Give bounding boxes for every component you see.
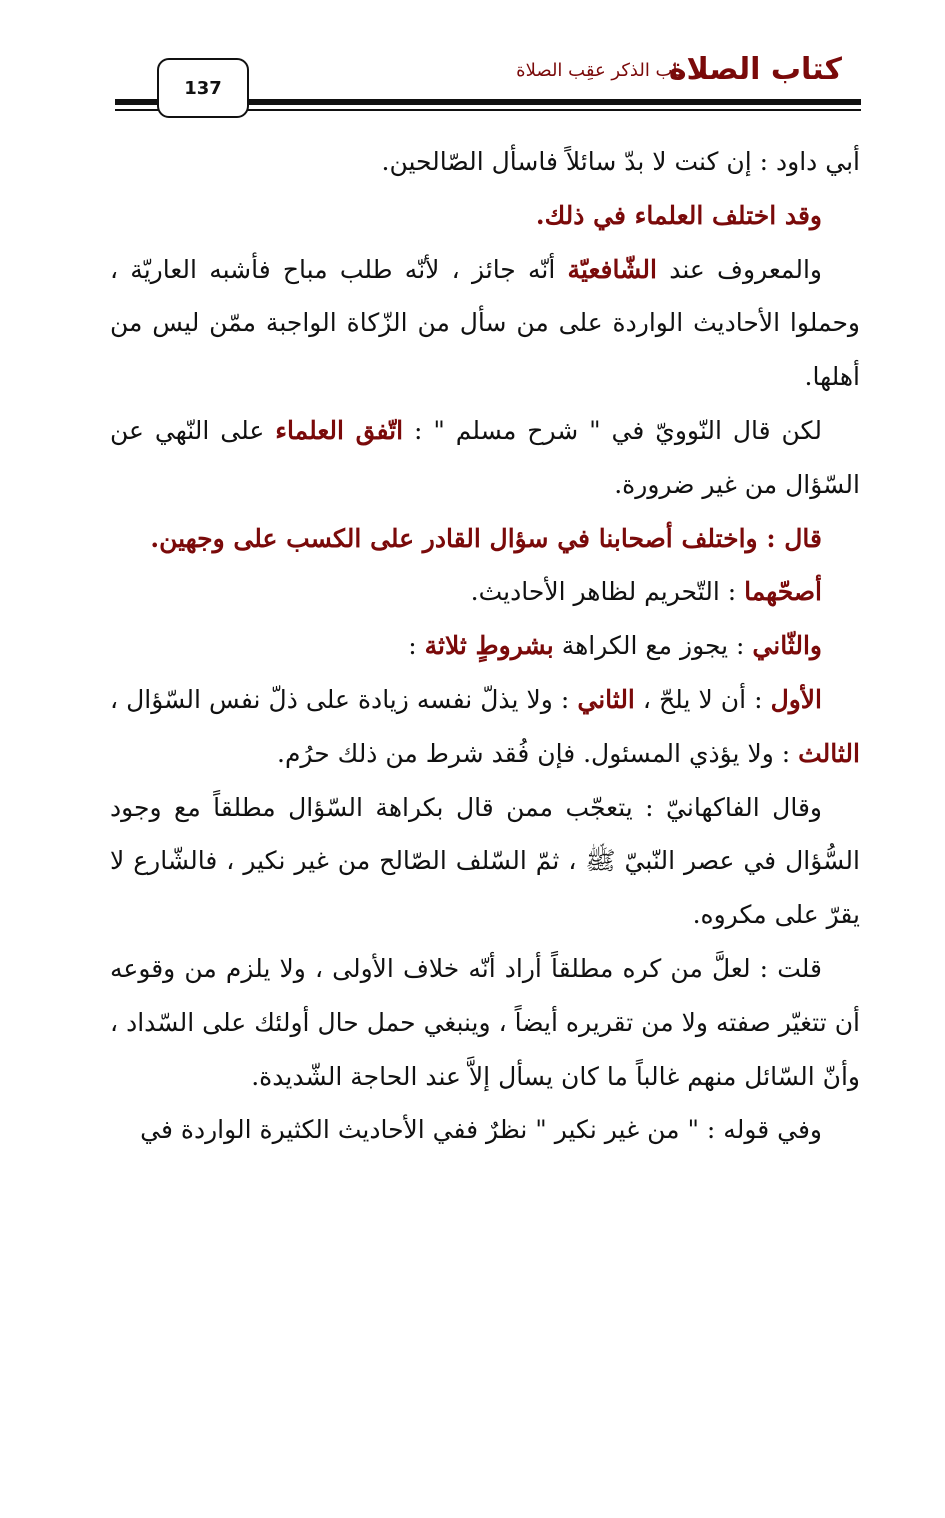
paragraph [110, 135, 860, 189]
page-number: 137 [184, 77, 222, 99]
paragraph [110, 781, 860, 942]
paragraph-text: : ولا يؤذي المسئول. فإن فُقد شرط من ذلك حرُم. [277, 738, 799, 768]
paragraph-text: : التّحريم لظاهر الأحاديث. [470, 577, 745, 607]
paragraph [110, 673, 860, 781]
paragraph [110, 243, 860, 404]
paragraph-text: لكن قال النّوويّ في " شرح مسلم " : [403, 415, 822, 445]
paragraph [110, 1103, 860, 1157]
paragraph-text: : ولا يذلّ نفسه زيادة على ذلّ نفس السّؤال ، [110, 684, 578, 714]
highlighted-text: أصحّهما [744, 577, 822, 607]
paragraph [110, 189, 860, 243]
paragraph-text: أنّه جائز ، لأنّه طلب مباح فأشبه العاريّة ، وحملوا الأحاديث الواردة على من سأل من الزّكاة الواجبة ممّن ليس من أهلها. [110, 254, 860, 392]
highlighted-text: الأول [770, 684, 823, 714]
highlighted-text: والثّاني [752, 631, 822, 661]
highlighted-text: وقد اختلف العلماء في ذلك. [535, 200, 822, 230]
page-number-box [157, 58, 249, 118]
page-header [0, 0, 945, 125]
paragraph-text: قلت : لعلَّ من كره مطلقاً أراد أنّه خلاف الأولى ، ولا يلزم من وقوعه أن تتغيّر صفته ولا من تقريره أيضاً ، وينبغي حمل حال أولئك على السّداد ، وأنّ السّائل منهم غالباً ما كان يسأل إلاَّ عند الحاجة الشّديدة. [110, 953, 860, 1091]
paragraph-text: وقال الفاكهانيّ : يتعجّب ممن قال بكراهة السّؤال مطلقاً مع وجود السُّؤال في عصر النّبيّ ﷺ ، ثمّ السّلف الصّالح من غير نكير ، فالشّارع لا يقرّ على مكروه. [110, 792, 860, 930]
paragraph [110, 512, 860, 566]
paragraph-text: أبي داود : إن كنت لا بدّ سائلاً فاسأل الصّالحين. [381, 147, 860, 176]
paragraph [110, 619, 860, 673]
paragraph-text: والمعروف عند [657, 254, 822, 284]
paragraph [110, 565, 860, 619]
highlighted-text: الثالث [798, 738, 860, 768]
chapter-title: باب الذكر عقِب الصلاة [516, 60, 683, 81]
paragraph [110, 404, 860, 512]
highlighted-text: قال : واختلف أصحابنا في سؤال القادر على الكسب على وجهين. [150, 523, 822, 553]
paragraph-text: : أن لا يلحّ ، [634, 684, 771, 714]
highlighted-text: الشّافعيّة [567, 254, 657, 284]
paragraph-text: على النّهي عن السّؤال من غير ضرورة. [110, 415, 860, 499]
book-title: كتاب الصلاة [668, 52, 842, 87]
highlighted-text: الثاني [577, 684, 635, 714]
paragraph-text: وفي قوله : " من غير نكير " نظرٌ ففي الأحاديث الكثيرة الواردة في [140, 1115, 822, 1145]
highlighted-text: اتّفق العلماء [275, 415, 404, 445]
highlighted-text: بشروطٍ ثلاثة [424, 631, 554, 661]
paragraph-text: : [408, 631, 425, 661]
paragraph [110, 942, 860, 1103]
page-body [110, 135, 860, 1157]
paragraph-text: : يجوز مع الكراهة [553, 631, 753, 661]
